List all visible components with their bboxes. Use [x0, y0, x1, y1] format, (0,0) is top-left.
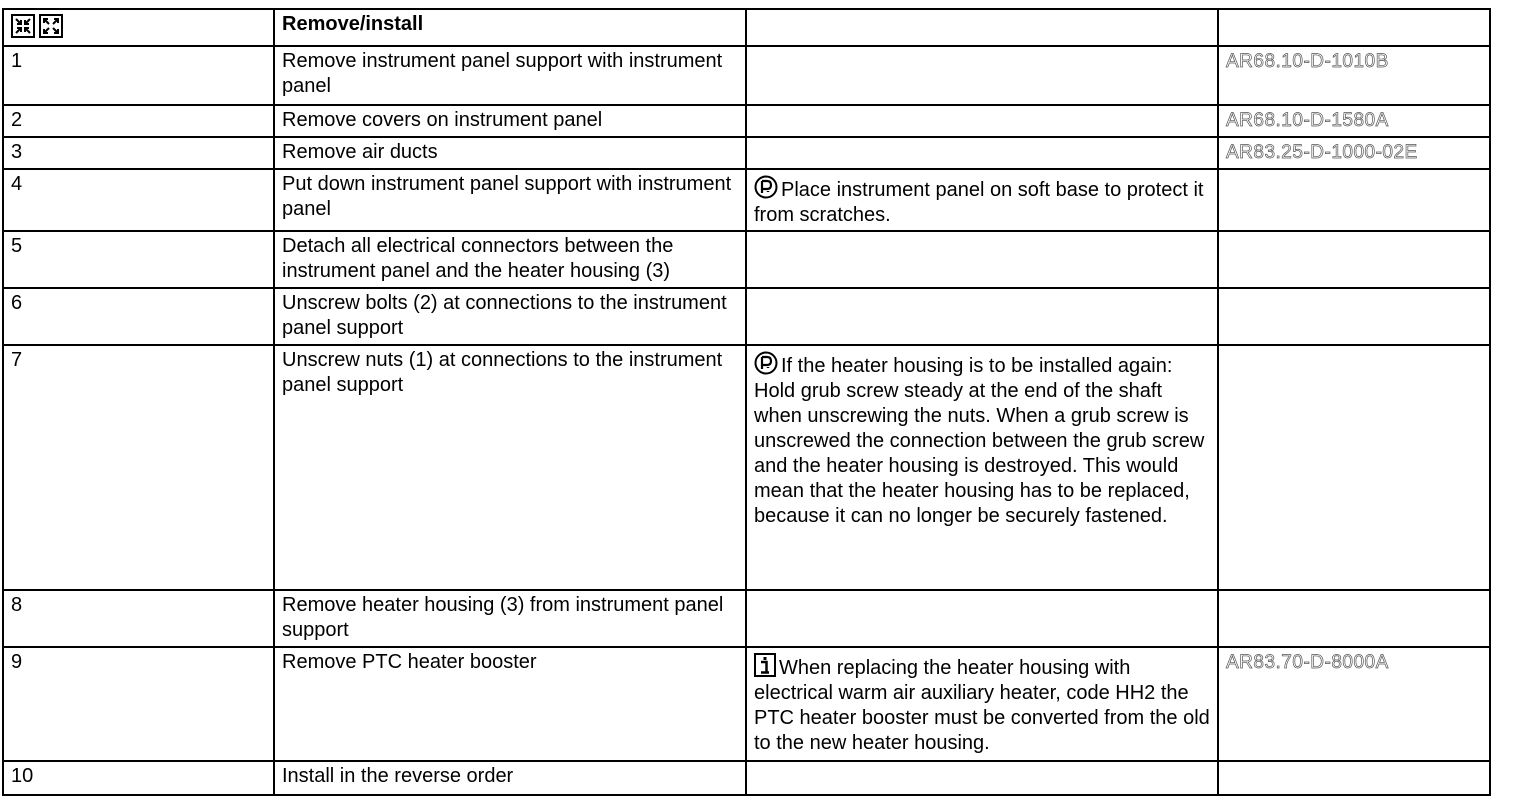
- step-note-text: If the heater housing is to be installed again: Hold grub screw steady at the end of the shaft when unscrewing the nuts. When a grub screw is unscrewed the connection between the grub screw and the heater housing is destroyed. This would mean that the heater housing has to be replaced, because it can no longer be securely fastened.: [754, 355, 1205, 527]
- step-note-text: When replacing the heater housing with electrical warm air auxiliary heater, code HH2 the PTC heater booster must be converted from the old to the new heater housing.: [754, 657, 1210, 754]
- header-title: Remove/install: [274, 9, 746, 46]
- step-note: [746, 231, 1218, 288]
- install-symbol-icon: [39, 14, 63, 38]
- step-number: 2: [3, 105, 274, 137]
- step-note: [746, 105, 1218, 137]
- step-reference: [1218, 169, 1490, 231]
- step-number: 5: [3, 231, 274, 288]
- step-number: 1: [3, 46, 274, 105]
- step-reference[interactable]: [1218, 105, 1490, 137]
- step-instruction: Remove covers on instrument panel: [274, 105, 746, 137]
- step-number: 6: [3, 288, 274, 345]
- step-instruction: Remove instrument panel support with instrument panel: [274, 46, 746, 105]
- step-instruction: Remove air ducts: [274, 137, 746, 169]
- step-number: 4: [3, 169, 274, 231]
- step-reference: [1218, 231, 1490, 288]
- step-row: [3, 137, 1490, 169]
- step-row: [3, 288, 1490, 345]
- step-row: [3, 647, 1490, 761]
- step-reference: [1218, 345, 1490, 590]
- step-note: [746, 761, 1218, 795]
- header-row: [3, 9, 1490, 46]
- step-row: [3, 169, 1490, 231]
- step-note-text: Place instrument panel on soft base to protect it from scratches.: [754, 179, 1204, 226]
- step-number: 7: [3, 345, 274, 590]
- document-reference-link[interactable]: AR83.25-D-1000-02E: [1226, 142, 1418, 163]
- step-note: [746, 137, 1218, 169]
- step-reference: [1218, 761, 1490, 795]
- header-notes: [746, 9, 1218, 46]
- document-reference-link[interactable]: AR83.70-D-8000A: [1226, 652, 1389, 673]
- step-reference[interactable]: [1218, 46, 1490, 105]
- step-instruction: Remove heater housing (3) from instrument panel support: [274, 590, 746, 647]
- step-reference[interactable]: [1218, 137, 1490, 169]
- step-row: [3, 345, 1490, 590]
- step-number: 3: [3, 137, 274, 169]
- step-note: [746, 288, 1218, 345]
- step-instruction: Put down instrument panel support with instrument panel: [274, 169, 746, 231]
- step-row: [3, 590, 1490, 647]
- header-ref: [1218, 9, 1490, 46]
- step-number: 9: [3, 647, 274, 761]
- step-reference[interactable]: [1218, 647, 1490, 761]
- step-reference: [1218, 288, 1490, 345]
- step-note: [746, 345, 1218, 590]
- step-instruction: Install in the reverse order: [274, 761, 746, 795]
- step-row: [3, 231, 1490, 288]
- step-note: [746, 590, 1218, 647]
- step-note: [746, 169, 1218, 231]
- step-instruction: Unscrew bolts (2) at connections to the instrument panel support: [274, 288, 746, 345]
- step-row: [3, 46, 1490, 105]
- header-icons-cell: [3, 9, 274, 46]
- step-note: [746, 46, 1218, 105]
- caution-note-icon: [754, 351, 778, 375]
- step-instruction: Detach all electrical connectors between the instrument panel and the heater housing (3): [274, 231, 746, 288]
- step-number: 10: [3, 761, 274, 795]
- step-instruction: Unscrew nuts (1) at connections to the instrument panel support: [274, 345, 746, 590]
- step-row: [3, 761, 1490, 795]
- step-instruction: Remove PTC heater booster: [274, 647, 746, 761]
- procedure-table: [2, 8, 1491, 796]
- info-icon: [754, 653, 776, 677]
- step-row: [3, 105, 1490, 137]
- step-reference: [1218, 590, 1490, 647]
- remove-symbol-icon: [11, 14, 35, 38]
- step-note: [746, 647, 1218, 761]
- step-number: 8: [3, 590, 274, 647]
- caution-note-icon: [754, 175, 778, 199]
- document-reference-link[interactable]: AR68.10-D-1580A: [1226, 110, 1389, 131]
- document-reference-link[interactable]: AR68.10-D-1010B: [1226, 51, 1389, 72]
